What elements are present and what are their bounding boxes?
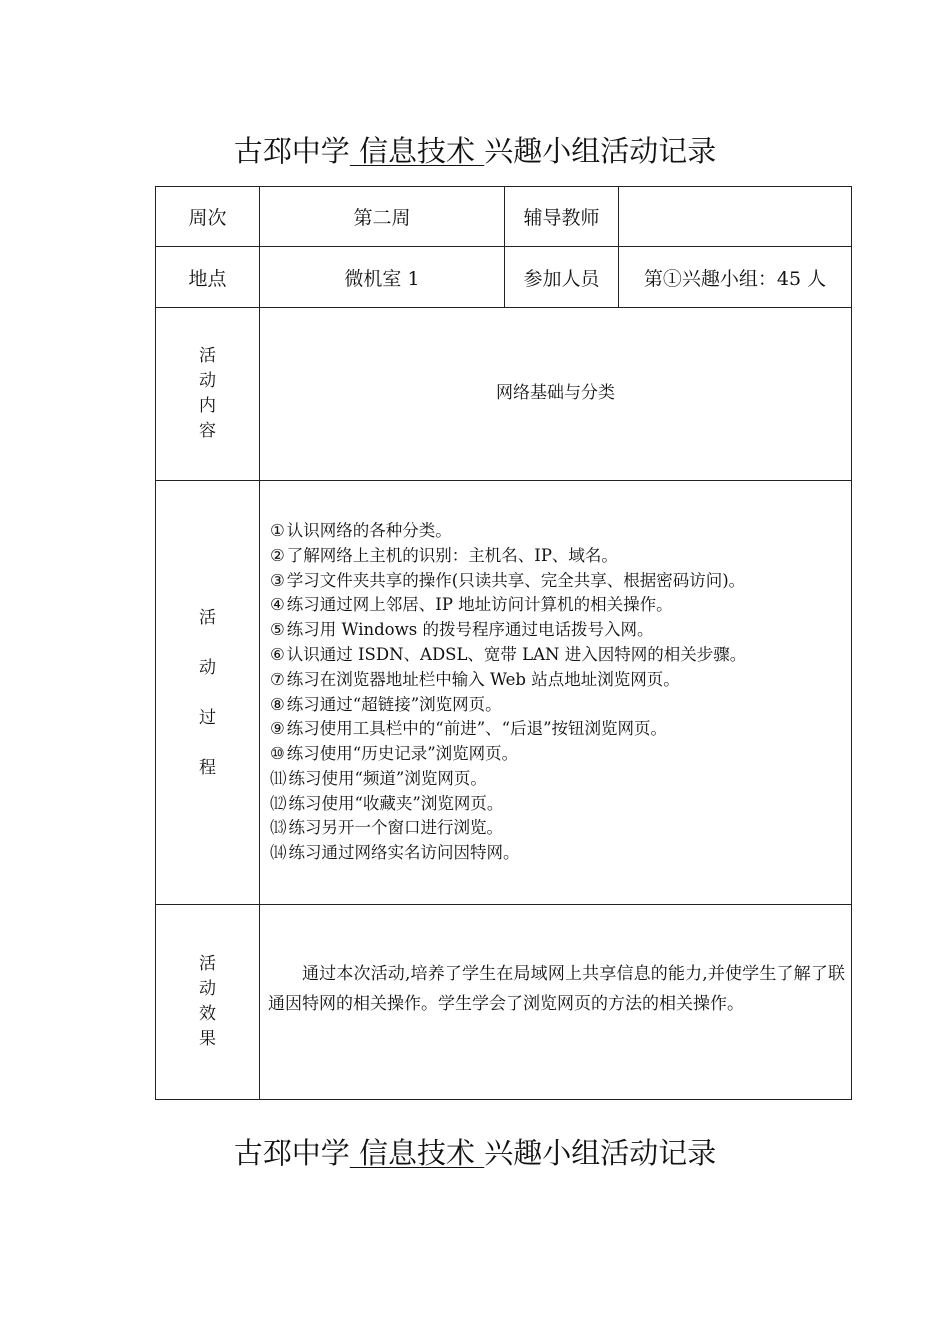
- process-step: ③ 学习文件夹共享的操作(只读共享、完全共享、根据密码访问)。: [270, 570, 746, 590]
- location-value: 微机室 1: [260, 247, 505, 308]
- activity-record-table: [155, 186, 852, 1100]
- location-label: 地点: [156, 247, 260, 308]
- process-row: [156, 481, 852, 905]
- process-step: ⑩ 练习使用“历史记录”浏览网页。: [270, 744, 519, 764]
- effect-row: [156, 905, 852, 1100]
- footer-school: 古邳中学: [233, 1136, 350, 1170]
- process-label: 活 动 过 程: [199, 607, 216, 778]
- title-school: 古邳中学: [233, 134, 350, 168]
- content-value-cell: [260, 308, 852, 481]
- next-page-title: [0, 1135, 950, 1171]
- week-row: [156, 187, 852, 247]
- title-subject: 信息技术: [349, 134, 485, 168]
- title-suffix: 兴趣小组活动记录: [484, 134, 717, 168]
- process-step: ⑦ 练习在浏览器地址栏中输入 Web 站点地址浏览网页。: [270, 669, 680, 689]
- page-title: [0, 133, 950, 169]
- participants-value: 第①兴趣小组：45 人: [619, 247, 852, 308]
- process-step: ⒀ 练习另开一个窗口进行浏览。: [270, 818, 503, 838]
- process-step: ⑿ 练习使用“收藏夹”浏览网页。: [270, 793, 504, 813]
- process-step: ① 认识网络的各种分类。: [270, 520, 452, 540]
- content-value: 网络基础与分类: [496, 382, 615, 403]
- footer-subject: 信息技术: [349, 1136, 485, 1170]
- process-step: ⑾ 练习使用“频道”浏览网页。: [270, 768, 487, 788]
- effect-label-cell: [156, 905, 260, 1100]
- effect-value: 通过本次活动,培养了学生在局域网上共享信息的能力,并使学生了解了联通因特网的相关操作。学生学会了浏览网页的方法的相关操作。: [268, 964, 845, 1014]
- teacher-value: [619, 187, 852, 247]
- footer-suffix: 兴趣小组活动记录: [484, 1136, 717, 1170]
- process-step: ⑨ 练习使用工具栏中的“前进”、“后退”按钮浏览网页。: [270, 719, 668, 739]
- week-label: 周次: [156, 187, 260, 247]
- process-step: ⒁ 练习通过网络实名访问因特网。: [270, 843, 520, 863]
- process-step: ② 了解网络上主机的识别：主机名、IP、域名。: [270, 545, 618, 565]
- location-row: [156, 247, 852, 308]
- process-step: ④ 练习通过网上邻居、IP 地址访问计算机的相关操作。: [270, 595, 673, 615]
- process-label-cell: [156, 481, 260, 905]
- effect-label: 活 动 效 果: [199, 954, 216, 1049]
- effect-value-cell: [260, 905, 852, 1100]
- process-steps-list: [260, 519, 851, 866]
- content-label: 活 动 内 容: [199, 346, 216, 441]
- participants-label: 参加人员: [505, 247, 619, 308]
- teacher-label: 辅导教师: [505, 187, 619, 247]
- process-steps-cell: [260, 481, 852, 905]
- process-step: ⑧ 练习通过“超链接”浏览网页。: [270, 694, 502, 714]
- content-row: [156, 308, 852, 481]
- process-step: ⑥ 认识通过 ISDN、ADSL、宽带 LAN 进入因特网的相关步骤。: [270, 644, 747, 664]
- process-step: ⑤ 练习用 Windows 的拨号程序通过电话拨号入网。: [270, 620, 654, 640]
- week-value: 第二周: [260, 187, 505, 247]
- content-label-cell: [156, 308, 260, 481]
